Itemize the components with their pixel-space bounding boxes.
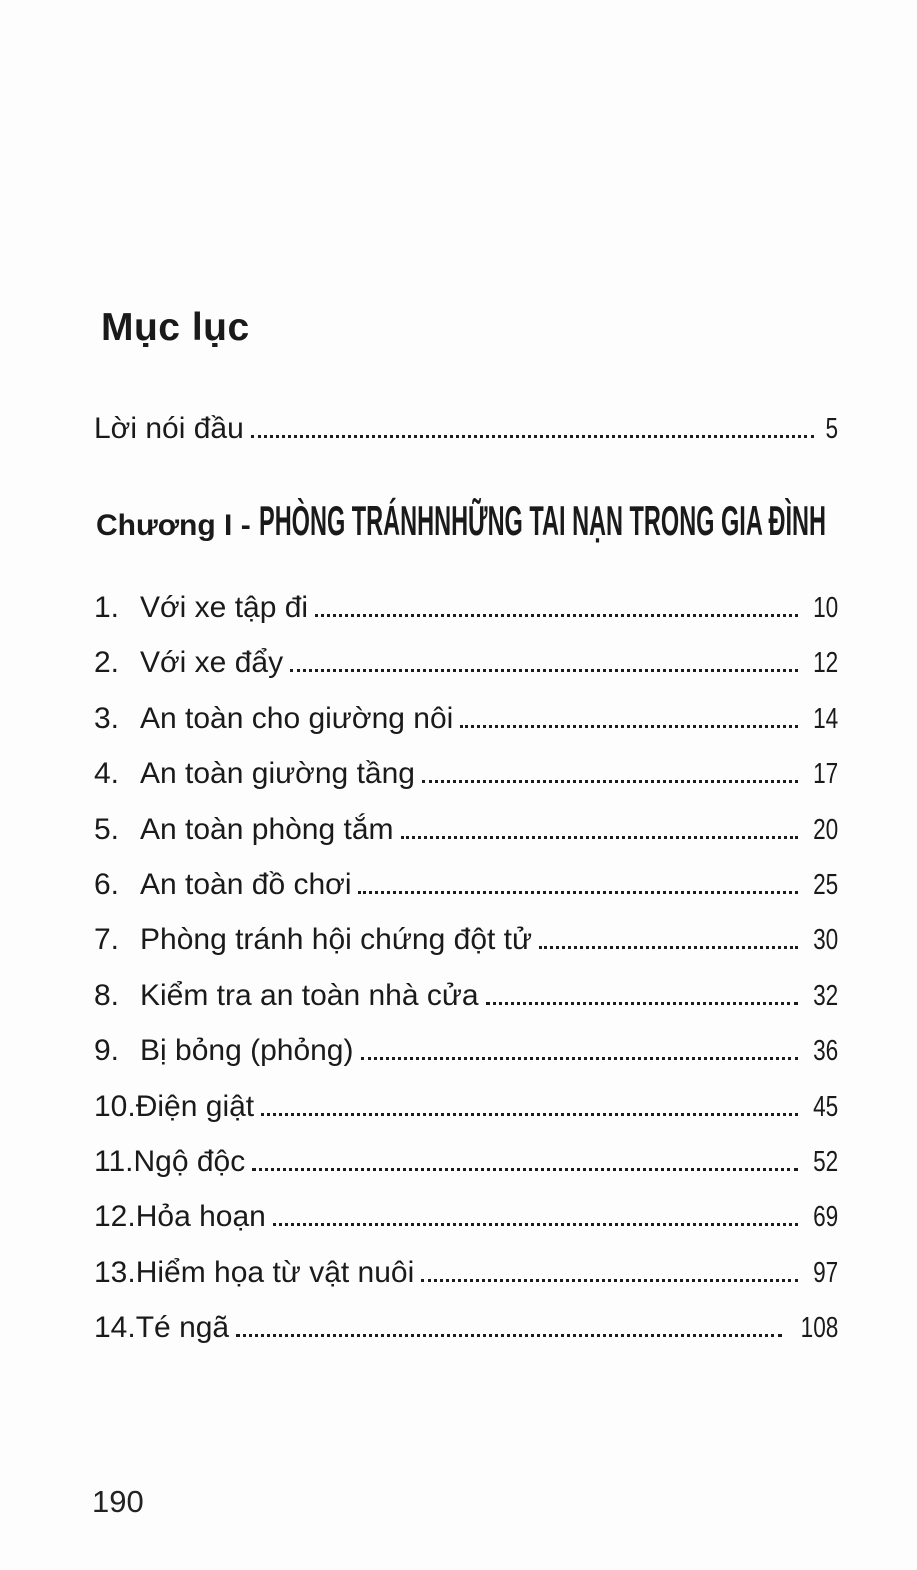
folio-page-number: 190 bbox=[92, 1484, 144, 1519]
toc-entry bbox=[94, 1134, 838, 1189]
entry-number: 5. bbox=[94, 812, 120, 846]
dotted-leader bbox=[273, 1223, 798, 1226]
entry-label: An toàn phòng tắm bbox=[140, 812, 394, 846]
toc-entry bbox=[94, 1079, 838, 1134]
dotted-leader bbox=[401, 836, 798, 839]
entry-page-number: 45 bbox=[812, 1090, 838, 1123]
entry-label: Phòng tránh hội chứng đột tử bbox=[140, 923, 533, 957]
dotted-leader bbox=[261, 1113, 798, 1116]
toc-entry bbox=[94, 746, 838, 801]
entry-page-number: 17 bbox=[812, 758, 838, 791]
entry-label: Kiểm tra an toàn nhà cửa bbox=[140, 978, 479, 1012]
toc-entry bbox=[94, 1189, 838, 1244]
entry-number: 11. bbox=[94, 1144, 134, 1178]
chapter-heading bbox=[96, 497, 917, 544]
entry-number: 1. bbox=[94, 591, 120, 624]
entry-number: 8. bbox=[94, 978, 120, 1012]
entry-number: 12. bbox=[94, 1200, 136, 1234]
entry-number: 14. bbox=[94, 1311, 136, 1345]
page-title: Mục lục bbox=[101, 306, 250, 350]
entry-label: Ngộ độc bbox=[133, 1144, 246, 1178]
dotted-leader bbox=[290, 669, 798, 672]
entry-label: Té ngã bbox=[135, 1311, 230, 1345]
chapter-title: PHÒNG TRÁNHNHỮNG TAI NẠN TRONG GIA ĐÌNH bbox=[259, 497, 827, 544]
toc-entry bbox=[94, 1023, 838, 1078]
entry-page-number: 52 bbox=[812, 1145, 838, 1178]
entry-page-number: 25 bbox=[812, 868, 838, 901]
dotted-leader bbox=[361, 1057, 798, 1060]
dotted-leader bbox=[421, 1279, 797, 1282]
entry-page-number: 32 bbox=[812, 979, 838, 1012]
entry-page-number: 12 bbox=[812, 647, 838, 680]
toc-entry bbox=[94, 580, 838, 635]
toc-entry bbox=[94, 802, 838, 857]
entry-label: Hỏa hoạn bbox=[135, 1200, 266, 1234]
chapter-prefix: Chương I - bbox=[96, 509, 260, 542]
entry-label: Điện giật bbox=[135, 1089, 255, 1123]
dotted-leader bbox=[486, 1002, 798, 1005]
entry-page-number: 97 bbox=[812, 1256, 838, 1289]
dotted-leader bbox=[422, 780, 798, 783]
entry-label: Bị bỏng (phỏng) bbox=[140, 1034, 354, 1068]
toc-entry bbox=[94, 1245, 838, 1300]
entry-label: An toàn đồ chơi bbox=[140, 867, 352, 901]
toc-entry bbox=[94, 1300, 838, 1355]
entry-number: 10. bbox=[94, 1089, 136, 1123]
entry-number: 9. bbox=[94, 1034, 120, 1068]
dotted-leader bbox=[315, 614, 798, 617]
dotted-leader bbox=[539, 946, 798, 949]
entry-page-number: 20 bbox=[812, 813, 838, 846]
preface-page-number: 5 bbox=[825, 413, 838, 445]
entry-label: Với xe tập đi bbox=[140, 591, 309, 624]
entry-label: Với xe đẩy bbox=[140, 646, 284, 680]
entry-page-number: 108 bbox=[800, 1312, 838, 1345]
dotted-leader bbox=[460, 725, 797, 728]
entry-page-number: 69 bbox=[812, 1201, 838, 1234]
entry-number: 6. bbox=[94, 867, 120, 901]
toc-entry bbox=[94, 912, 838, 967]
toc-entry bbox=[94, 691, 838, 746]
entry-number: 2. bbox=[94, 646, 120, 680]
dotted-leader bbox=[252, 1168, 798, 1171]
entry-page-number: 10 bbox=[812, 592, 838, 624]
entry-page-number: 30 bbox=[812, 924, 838, 957]
entry-page-number: 14 bbox=[812, 702, 838, 735]
preface-label: Lời nói đầu bbox=[94, 412, 244, 445]
entry-number: 7. bbox=[94, 923, 120, 957]
entry-number: 3. bbox=[94, 701, 120, 735]
preface-entry bbox=[94, 412, 838, 446]
toc-entry bbox=[94, 635, 838, 690]
toc-entry bbox=[94, 968, 838, 1023]
dotted-leader bbox=[251, 435, 814, 438]
entry-number: 4. bbox=[94, 757, 120, 791]
dotted-leader bbox=[358, 891, 797, 894]
entry-label: An toàn giường tầng bbox=[140, 757, 415, 791]
entry-label: Hiểm họa từ vật nuôi bbox=[135, 1255, 415, 1289]
toc-entry bbox=[94, 857, 838, 912]
dotted-leader bbox=[236, 1334, 781, 1337]
entry-label: An toàn cho giường nôi bbox=[140, 701, 454, 735]
toc-entry-list bbox=[94, 580, 838, 1355]
entry-number: 13. bbox=[94, 1255, 136, 1289]
entry-page-number: 36 bbox=[812, 1035, 838, 1068]
